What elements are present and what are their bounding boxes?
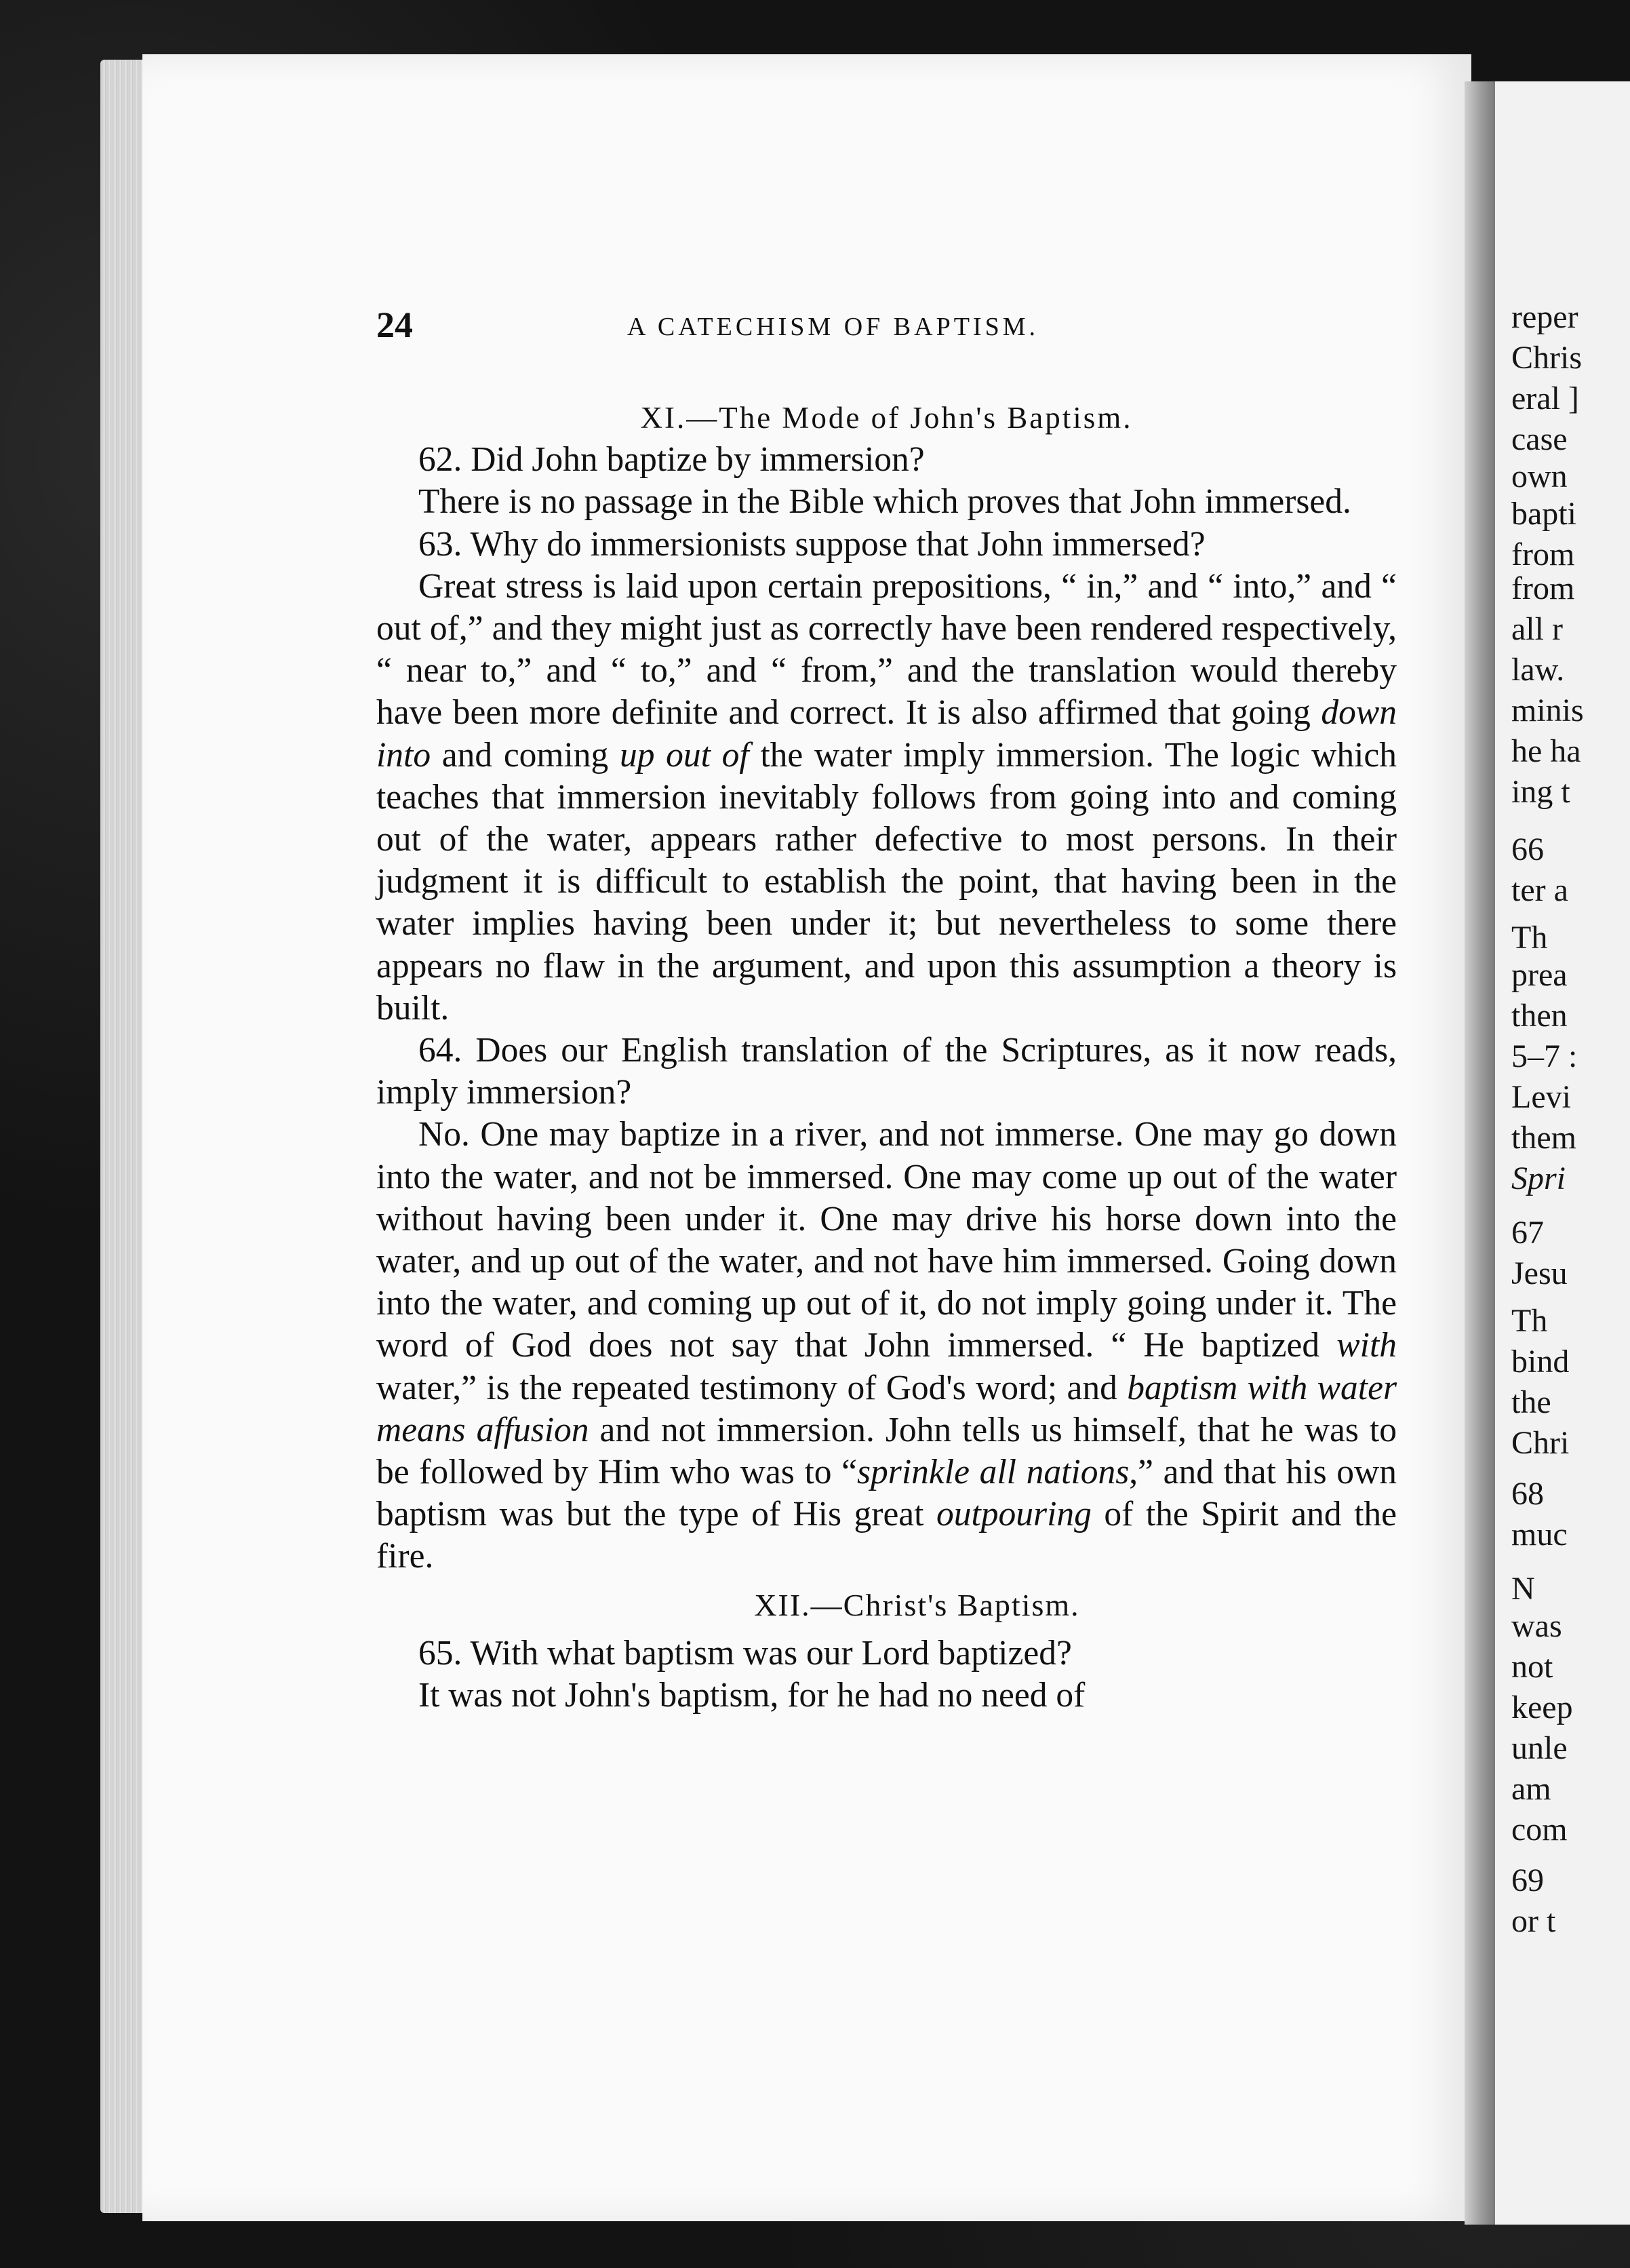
- facing-page-fragment: 67: [1511, 1215, 1544, 1251]
- facing-page-fragment: 68: [1511, 1476, 1544, 1512]
- italic-text: baptism with water means affusion: [376, 1368, 1397, 1449]
- paragraph: [376, 439, 1397, 481]
- facing-page-fragment: Th: [1511, 1303, 1548, 1339]
- facing-page-fragment: minis: [1511, 692, 1584, 728]
- facing-page-fragment: am: [1511, 1771, 1551, 1807]
- running-head: A CATECHISM OF BAPTISM.: [627, 313, 1039, 341]
- facing-page-fragment: from: [1511, 536, 1575, 572]
- facing-page-fragment: from: [1511, 570, 1575, 606]
- text-run: 65. With what baptism was our Lord baptized?: [418, 1633, 1072, 1673]
- facing-page-fragment: Chri: [1511, 1425, 1570, 1461]
- facing-page-fragment: ter a: [1511, 872, 1568, 908]
- text-run: of the Spirit and the fire.: [376, 1495, 1397, 1576]
- facing-page-fragment: all r: [1511, 611, 1563, 647]
- text-run: 64. Does our English translation of the Scriptures, as it now reads, imply immersion?: [376, 1031, 1397, 1112]
- facing-page-fragment: com: [1511, 1812, 1568, 1847]
- facing-page-fragment: keep: [1511, 1689, 1573, 1725]
- facing-page-fragment: was: [1511, 1608, 1562, 1644]
- italic-text: outpouring: [936, 1495, 1092, 1534]
- facing-page-fragment: reper: [1511, 299, 1578, 335]
- facing-page-fragment: not: [1511, 1649, 1553, 1685]
- text-run: and not immersion. John tells us himself, that he was to be followed by Him who was to “: [376, 1410, 1397, 1492]
- text-run: No. One may baptize in a river, and not immerse. One may go down into the water, and not be immersed. One may come up out of the water without having been under it. One may drive his horse down into the water, and up out of the water, and not have him immersed. Going down into the water, and coming up out of it, do not imply going under it. The word of God does not say that John immersed. “ He baptized: [376, 1115, 1397, 1365]
- paragraph: [376, 1114, 1397, 1578]
- facing-page-fragment: 69: [1511, 1862, 1544, 1898]
- facing-page-fragment: N: [1511, 1571, 1535, 1607]
- facing-page-fragment: 66: [1511, 832, 1544, 867]
- facing-page-fragment: then: [1511, 998, 1568, 1034]
- text-run: the water imply immersion. The logic which teaches that immersion inevitably follows from going into and coming out of the water, appears rather defective to most persons. In their judgment it is difficult to establish the point, that having been in the water implies having been under it; but nevertheless to some there appears no flaw in the argument, and upon this assumption a theory is built.: [376, 735, 1397, 1028]
- page-number: 24: [376, 305, 413, 345]
- book-gutter: [1465, 81, 1495, 2225]
- facing-page-fragment: bind: [1511, 1344, 1570, 1380]
- facing-page-fragment: unle: [1511, 1730, 1568, 1766]
- facing-page-fragment: he ha: [1511, 733, 1581, 769]
- italic-text: sprinkle all nations: [857, 1453, 1130, 1492]
- facing-page-fragment: law.: [1511, 652, 1565, 688]
- text-run: and coming: [431, 735, 620, 775]
- facing-page-fragment: or t: [1511, 1903, 1556, 1939]
- facing-page-fragment: Th: [1511, 920, 1548, 956]
- paragraph: [376, 481, 1397, 523]
- paragraph: [376, 566, 1397, 1030]
- facing-page-fragment: 5–7 :: [1511, 1038, 1578, 1074]
- section-heading: XI.—The Mode of John's Baptism.: [640, 401, 1133, 435]
- text-run: ,” and that his own baptism was but the type of His great: [376, 1453, 1397, 1534]
- facing-page-fragment: Jesu: [1511, 1255, 1568, 1291]
- facing-page-fragment: them: [1511, 1120, 1576, 1156]
- italic-text: up out of: [619, 735, 749, 775]
- paragraph: [376, 1030, 1397, 1114]
- facing-page-fragment: Spri: [1511, 1160, 1566, 1196]
- text-run: 62. Did John baptize by immersion?: [418, 440, 925, 480]
- facing-page-fragment: the: [1511, 1384, 1551, 1420]
- facing-page-fragment: muc: [1511, 1517, 1568, 1552]
- facing-page-fragment: prea: [1511, 957, 1568, 993]
- facing-page-fragment: eral ]: [1511, 380, 1579, 416]
- text-run: water,” is the repeated testimony of God's word; and: [376, 1368, 1128, 1407]
- text-run: 63. Why do immersionists suppose that John immersed?: [418, 524, 1206, 564]
- text-run: Great stress is laid upon certain prepositions, “ in,” and “ into,” and “ out of,” and they might just as correctly have been rendered respectively, “ near to,” and “ to,” and “ from,” and the translation would thereby have been more definite and correct. It is also affirmed that going: [376, 566, 1397, 732]
- facing-page-fragment: Chris: [1511, 340, 1583, 376]
- section-heading: XII.—Christ's Baptism.: [754, 1587, 1080, 1622]
- italic-text: down into: [376, 693, 1397, 775]
- page-body: [376, 397, 1397, 1717]
- facing-page-fragment: bapti: [1511, 496, 1576, 532]
- facing-page-fragment: Levi: [1511, 1079, 1571, 1115]
- facing-page: [1495, 81, 1630, 2225]
- paragraph: [376, 1675, 1397, 1717]
- paragraph: [376, 524, 1397, 566]
- facing-page-fragment: ing t: [1511, 774, 1570, 810]
- text-run: There is no passage in the Bible which proves that John immersed.: [418, 482, 1351, 522]
- paragraph: [376, 1632, 1397, 1675]
- facing-page-fragment: case: [1511, 421, 1568, 457]
- facing-page-fragment: own: [1511, 458, 1568, 494]
- text-run: It was not John's baptism, for he had no need of: [418, 1675, 1086, 1715]
- italic-text: with: [1336, 1326, 1397, 1365]
- page-header: [376, 304, 1397, 351]
